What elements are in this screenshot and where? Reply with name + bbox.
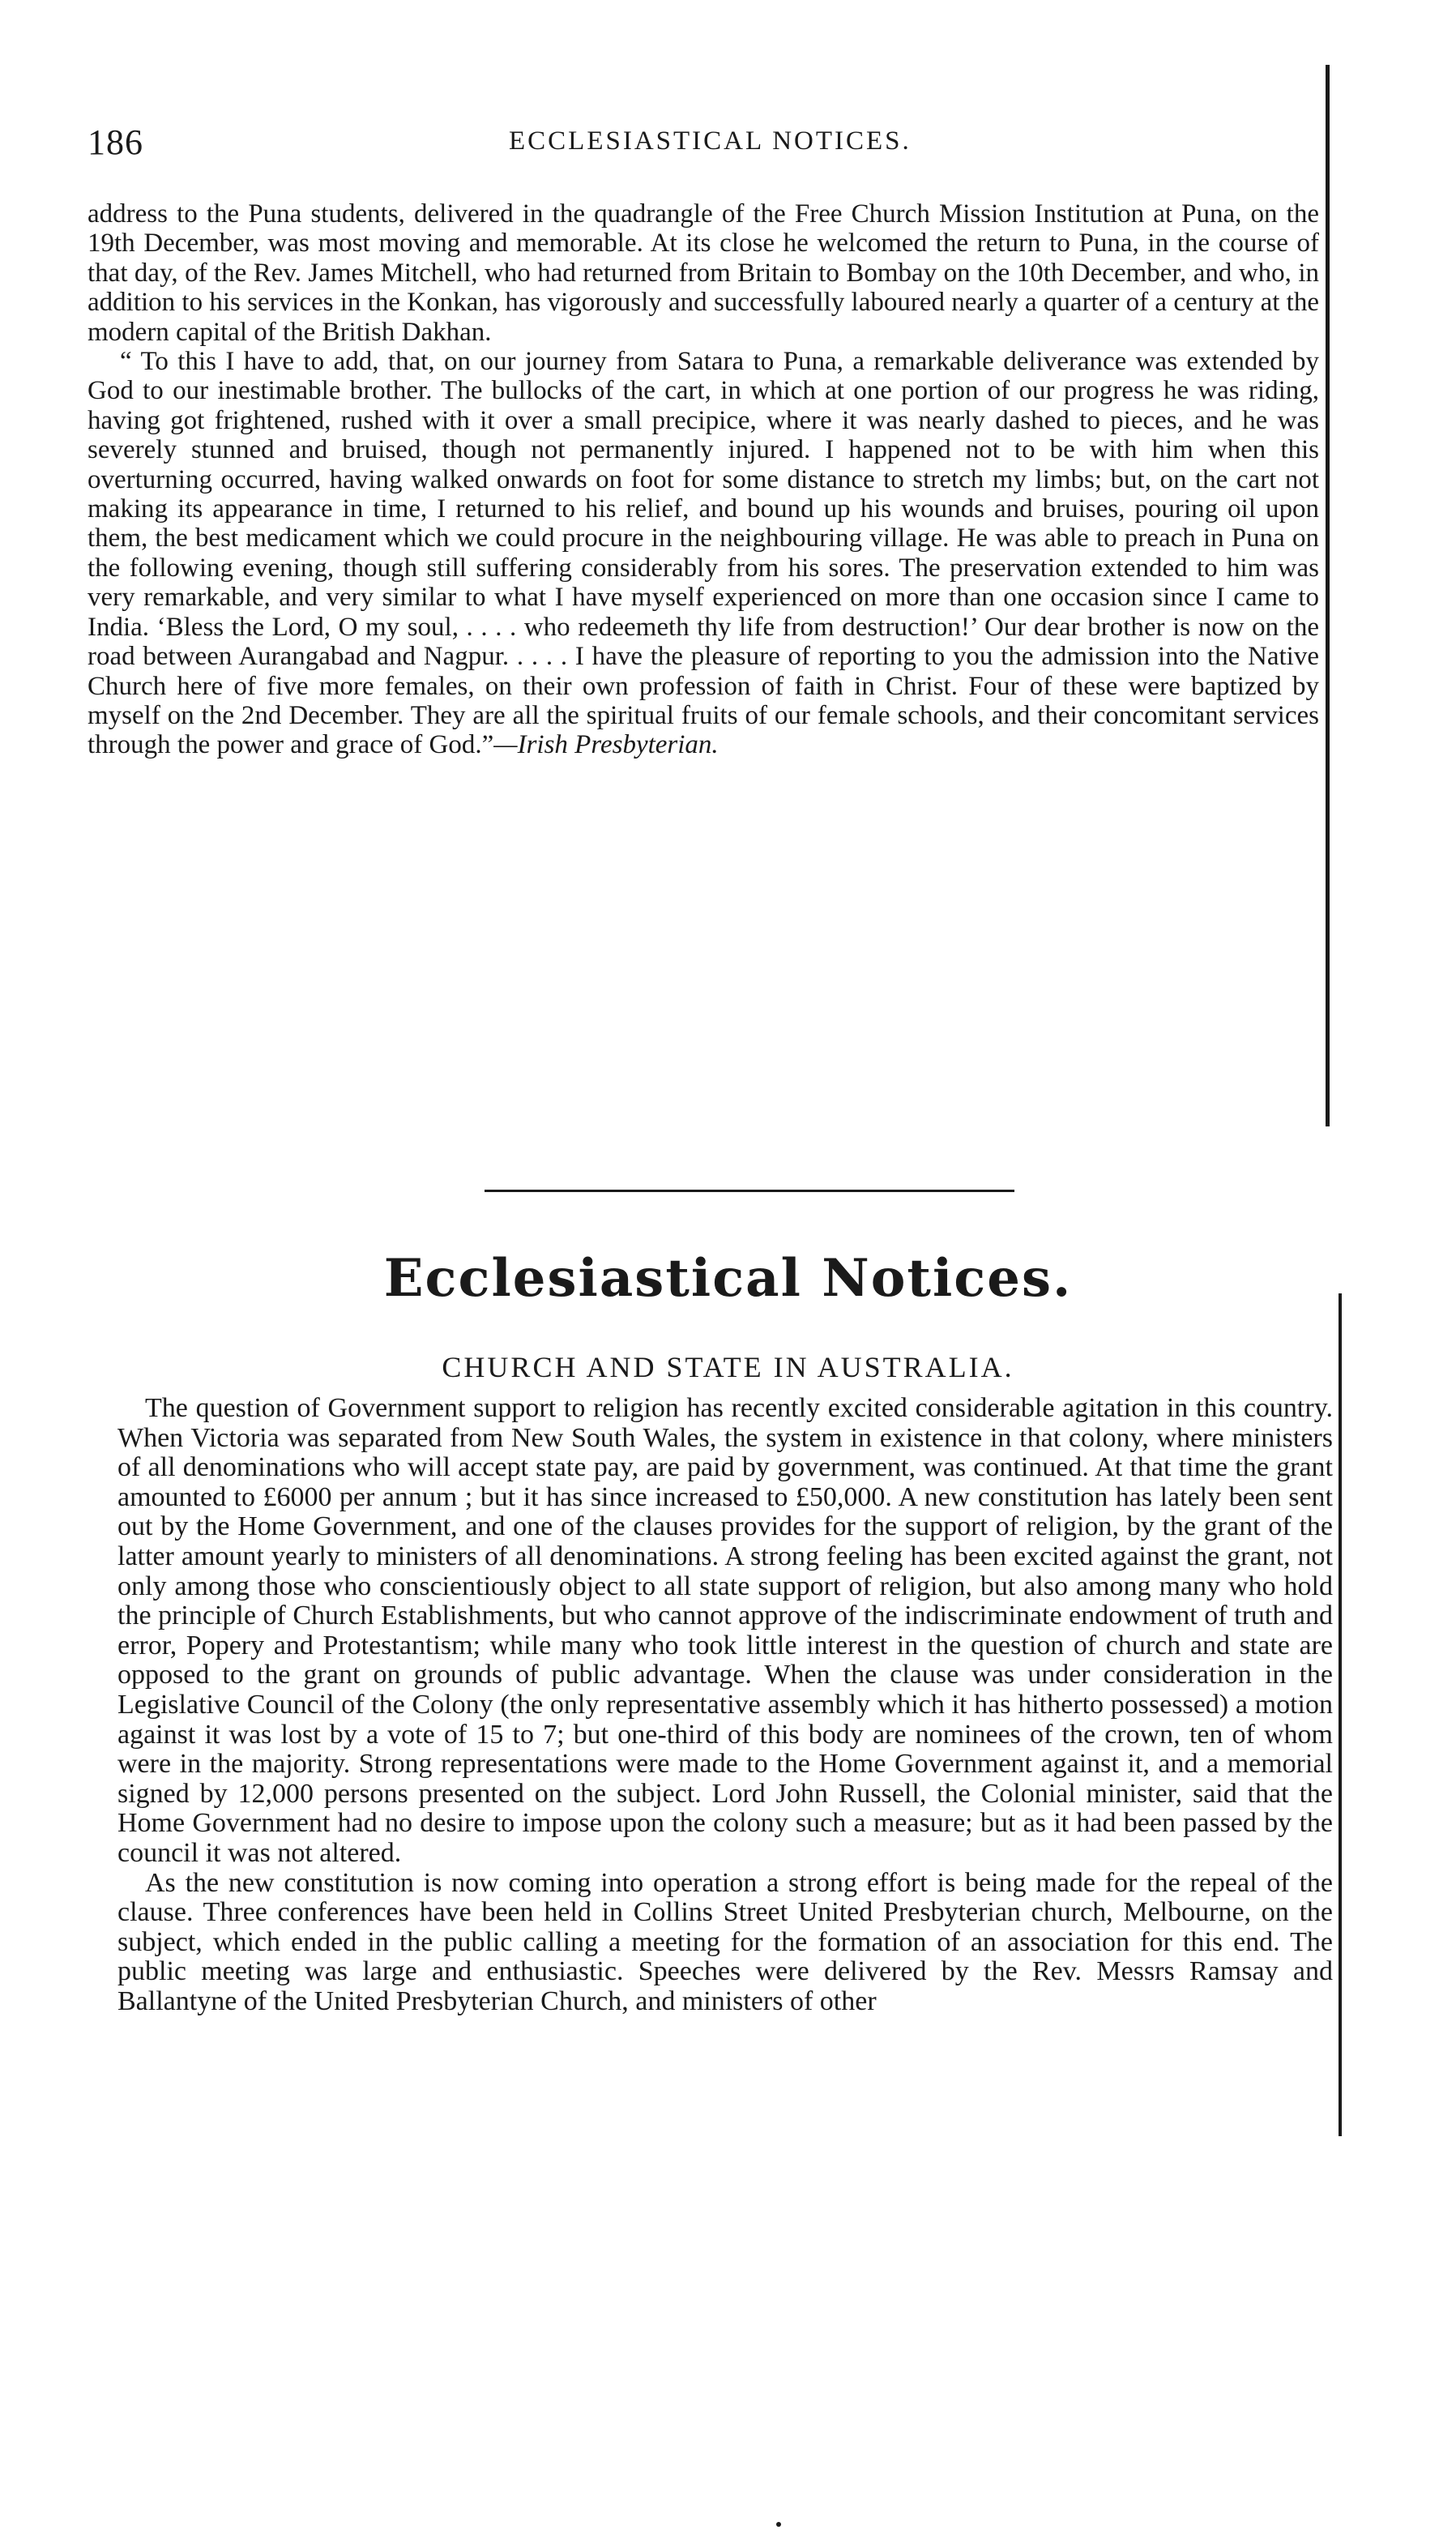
letter-paragraph-2	[88, 347, 1319, 760]
letter-paragraph-1: address to the Puna students, delivered in the quadrangle of the Free Church Mission Institution at Puna, on the 19th December, was most moving and memorable. At its close he welcomed the return to Puna, in the course of that day, of the Rev. James Mitchell, who had returned from Britain to Bombay on the 10th December, and who, in addition to his services in the Konkan, has vigorously and successfully laboured nearly a quarter of a century at the modern capital of the British Dakhan.	[88, 199, 1319, 347]
page-edge-rule-top	[1326, 65, 1330, 1126]
article-title: CHURCH AND STATE IN AUSTRALIA.	[442, 1351, 1014, 1383]
running-head	[88, 122, 987, 170]
article-paragraph-2: As the new constitution is now coming into operation a strong effort is being made for the repeal of the clause. Three conferences have been held in Collins Street United Presbyterian church, Melbourne, on the subject, which ended in the public calling a meeting for the formation of an association for this end. The public meeting was large and enthusiastic. Speeches were delivered by the Rev. Messrs Ramsay and Ballantyne of the United Presbyterian Church, and ministers of other	[117, 1867, 1333, 2016]
page-edge-rule-bottom	[1339, 1293, 1342, 2136]
citation: —Irish Presbyterian.	[493, 730, 719, 760]
page-number: 186	[88, 122, 143, 162]
section-divider	[485, 1190, 1014, 1192]
print-mark	[776, 2522, 781, 2527]
letter-paragraph-2-body: “ To this I have to add, that, on our journey from Satara to Puna, a remarkable deliverance was extended by God to our inestimable brother. The bullocks of the cart, in which at one portion of our progress he was riding, having got frightened, rushed with it over a small precipice, where it was nearly dashed to pieces, and he was severely stunned and bruised, though not permanently injured. I happened not to be with him when this overturning occurred, having walked onwards on foot for some distance to stretch my limbs; but, on the cart not making its appearance in time, I returned to his relief, and bound up his wounds and bruises, pouring oil upon them, the best medicament which we could procure in the neighbouring village. He was able to preach in Puna on the following evening, though still suffering considerably from his sores. The preservation extended to him was very remarkable, and very similar to what I have myself experienced on more than one occasion since I came to India. ‘Bless the Lord, O my soul, . . . . who redeemeth thy life from destruction!’ Our dear brother is now on the road between Aurangabad and Nagpur. . . . . I have the pleasure of reporting to you the admission into the Native Church here of five more females, on their own profession of faith in Christ. Four of these were baptized by myself on the 2nd December. They are all the spiritual fruits of our female schools, and their concomitant services through the power and grace of God.”	[88, 347, 1319, 760]
article-body	[117, 1394, 1333, 2016]
section-heading: Ecclesiastical Notices.	[383, 1248, 1073, 1309]
continued-letter-text	[88, 199, 1319, 760]
article-paragraph-1: The question of Government support to religion has recently excited considerable agitation in this country. When Victoria was separated from New South Wales, the system in existence in that colony, where ministers of all denominations who will accept state pay, are paid by government, was continued. At that time the grant amounted to £6000 per annum ; but it has since increased to £50,000. A new constitution has lately been sent out by the Home Government, and one of the clauses provides for the support of religion, by the grant of the latter amount yearly to ministers of all denominations. A strong feeling has been excited against the grant, not only among those who conscientiously object to all state support of religion, but also among many who hold the principle of Church Establishments, but who cannot approve of the indiscriminate endowment of truth and error, Popery and Protestantism; while many who took little interest in the question of church and state are opposed to the grant on grounds of public advantage. When the clause was under consideration in the Legislative Council of the Colony (the only representative assembly which it has hitherto possessed) a motion against it was lost by a vote of 15 to 7; but one-third of this body are nominees of the crown, ten of whom were in the majority. Strong representations were made to the Home Government against it, and a memorial signed by 12,000 persons presented on the subject. Lord John Russell, the Colonial minister, said that the Home Government had no desire to impose upon the colony such a measure; but as it had been passed by the council it was not altered.	[117, 1393, 1333, 1868]
running-title: ECCLESIASTICAL NOTICES.	[509, 126, 912, 156]
